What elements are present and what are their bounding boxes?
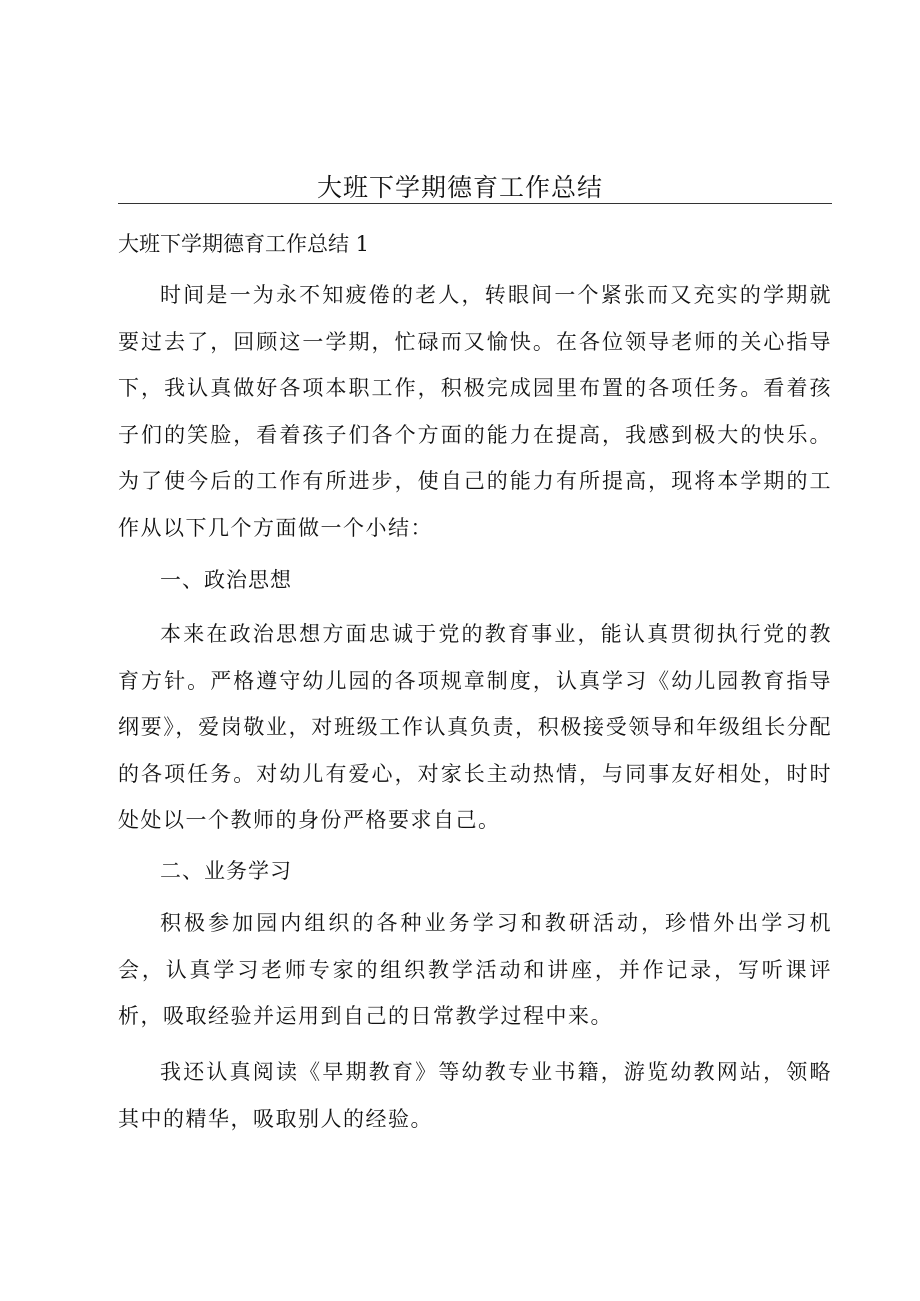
intro-paragraph: 时间是一为永不知疲倦的老人，转眼间一个紧张而又充实的学期就要过去了，回顾这一学期，忙碌而又愉快。在各位领导老师的关心指导下，我认真做好各项本职工作，积极完成园里布置的各项任务。看着孩子们的笑脸，看着孩子们各个方面的能力在提高，我感到极大的快乐。为了使今后的工作有所进步，使自己的能力有所提高，现将本学期的工作从以下几个方面做一个小结： (118, 283, 832, 540)
document-subheading: 大班下学期德育工作总结 1 (118, 232, 370, 256)
section-heading-politics: 一、政治思想 (160, 568, 292, 592)
title-divider (118, 203, 832, 204)
document-title: 大班下学期德育工作总结 (316, 173, 603, 202)
study-paragraph-2: 我还认真阅读《早期教育》等幼教专业书籍，游览幼教网站，领略其中的精华，吸取别人的经验。 (118, 1060, 832, 1131)
study-paragraph-1: 积极参加园内组织的各种业务学习和教研活动，珍惜外出学习机会，认真学习老师专家的组织教学活动和讲座，并作记录，写听课评析，吸取经验并运用到自己的日常教学过程中来。 (118, 911, 832, 1028)
section-heading-study: 二、业务学习 (160, 859, 292, 883)
politics-paragraph: 本来在政治思想方面忠诚于党的教育事业，能认真贯彻执行党的教育方针。严格遵守幼儿园的各项规章制度，认真学习《幼儿园教育指导纲要》，爱岗敬业，对班级工作认真负责，积极接受领导和年级组长分配的各项任务。对幼儿有爱心，对家长主动热情，与同事友好相处，时时处处以一个教师的身份严格要求自己。 (118, 622, 832, 832)
